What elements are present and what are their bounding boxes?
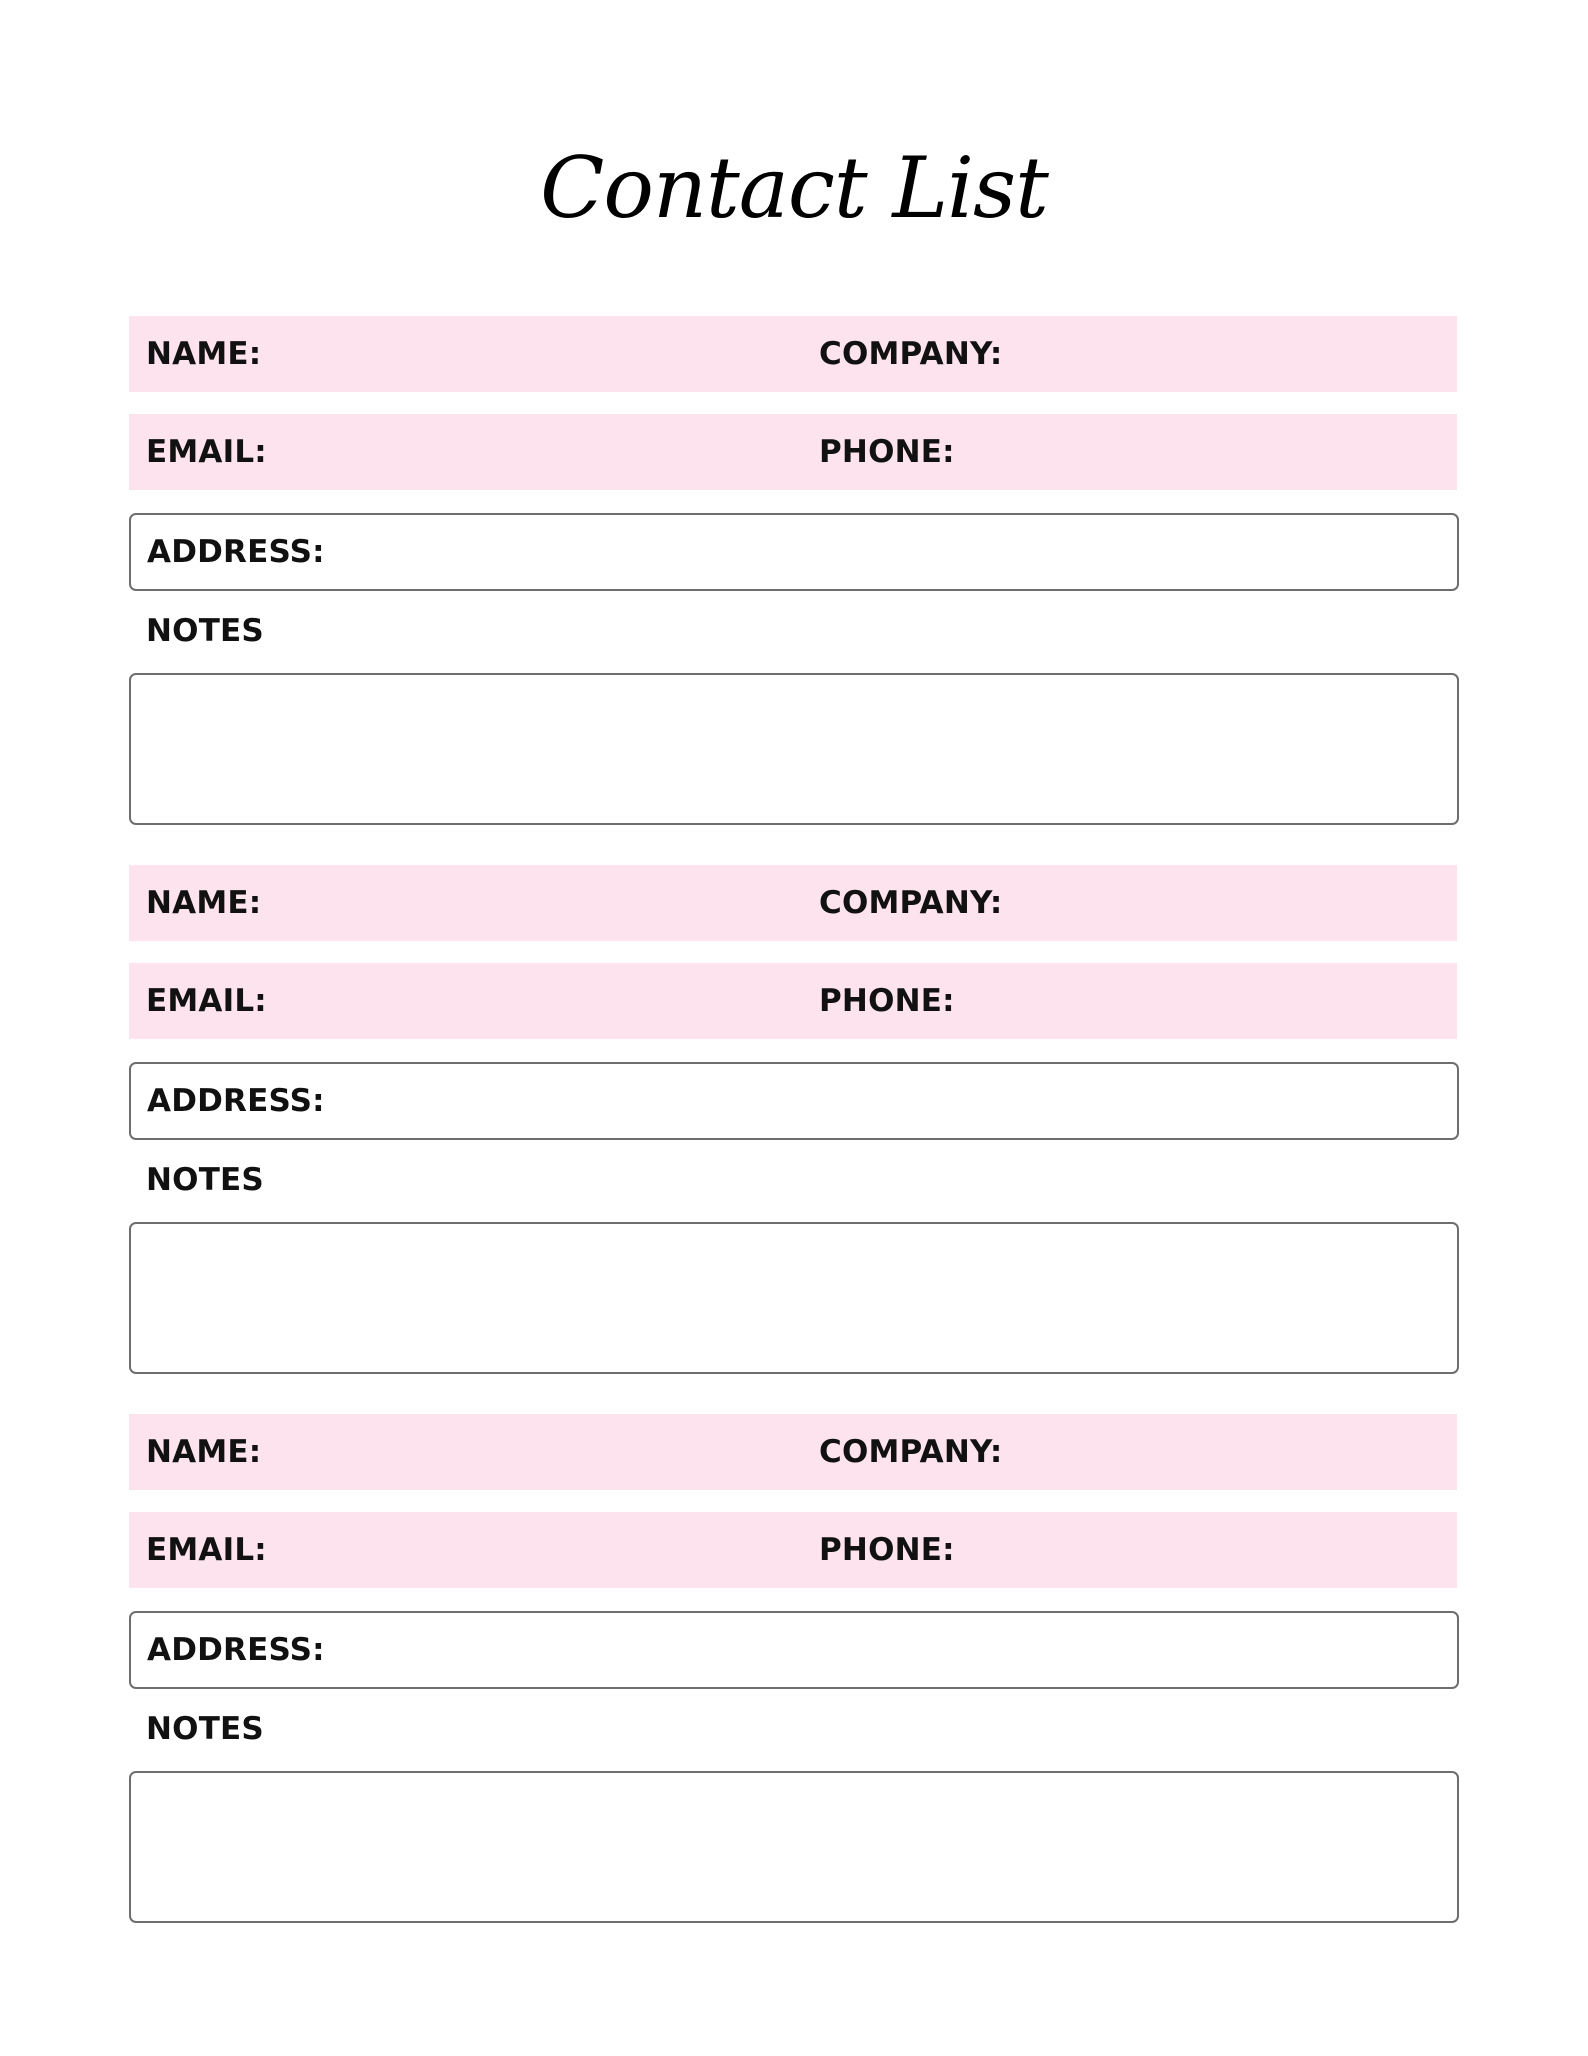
notes-field[interactable]: [129, 1222, 1459, 1374]
name-field[interactable]: NAME:: [146, 1434, 262, 1470]
address-label: ADDRESS:: [147, 1632, 325, 1668]
name-company-row: [129, 316, 1457, 392]
name-company-row: [129, 1414, 1457, 1490]
notes-label: NOTES: [146, 1711, 264, 1747]
name-company-row: [129, 865, 1457, 941]
contact-card: [129, 1414, 1457, 1929]
name-field[interactable]: NAME:: [146, 885, 262, 921]
notes-field[interactable]: [129, 673, 1459, 825]
company-field[interactable]: COMPANY:: [819, 885, 1003, 921]
email-phone-row: [129, 414, 1457, 490]
notes-field[interactable]: [129, 1771, 1459, 1923]
email-field[interactable]: EMAIL:: [146, 434, 267, 470]
contact-card: [129, 865, 1457, 1380]
email-field[interactable]: EMAIL:: [146, 983, 267, 1019]
phone-field[interactable]: PHONE:: [819, 434, 955, 470]
page-title: Contact List: [540, 139, 1048, 237]
address-label: ADDRESS:: [147, 534, 325, 570]
email-phone-row: [129, 1512, 1457, 1588]
name-field[interactable]: NAME:: [146, 336, 262, 372]
address-field[interactable]: [129, 1062, 1459, 1140]
address-label: ADDRESS:: [147, 1083, 325, 1119]
address-field[interactable]: [129, 1611, 1459, 1689]
address-field[interactable]: [129, 513, 1459, 591]
email-field[interactable]: EMAIL:: [146, 1532, 267, 1568]
notes-label: NOTES: [146, 1162, 264, 1198]
company-field[interactable]: COMPANY:: [819, 1434, 1003, 1470]
contact-card: [129, 316, 1457, 831]
email-phone-row: [129, 963, 1457, 1039]
phone-field[interactable]: PHONE:: [819, 1532, 955, 1568]
company-field[interactable]: COMPANY:: [819, 336, 1003, 372]
phone-field[interactable]: PHONE:: [819, 983, 955, 1019]
notes-label: NOTES: [146, 613, 264, 649]
